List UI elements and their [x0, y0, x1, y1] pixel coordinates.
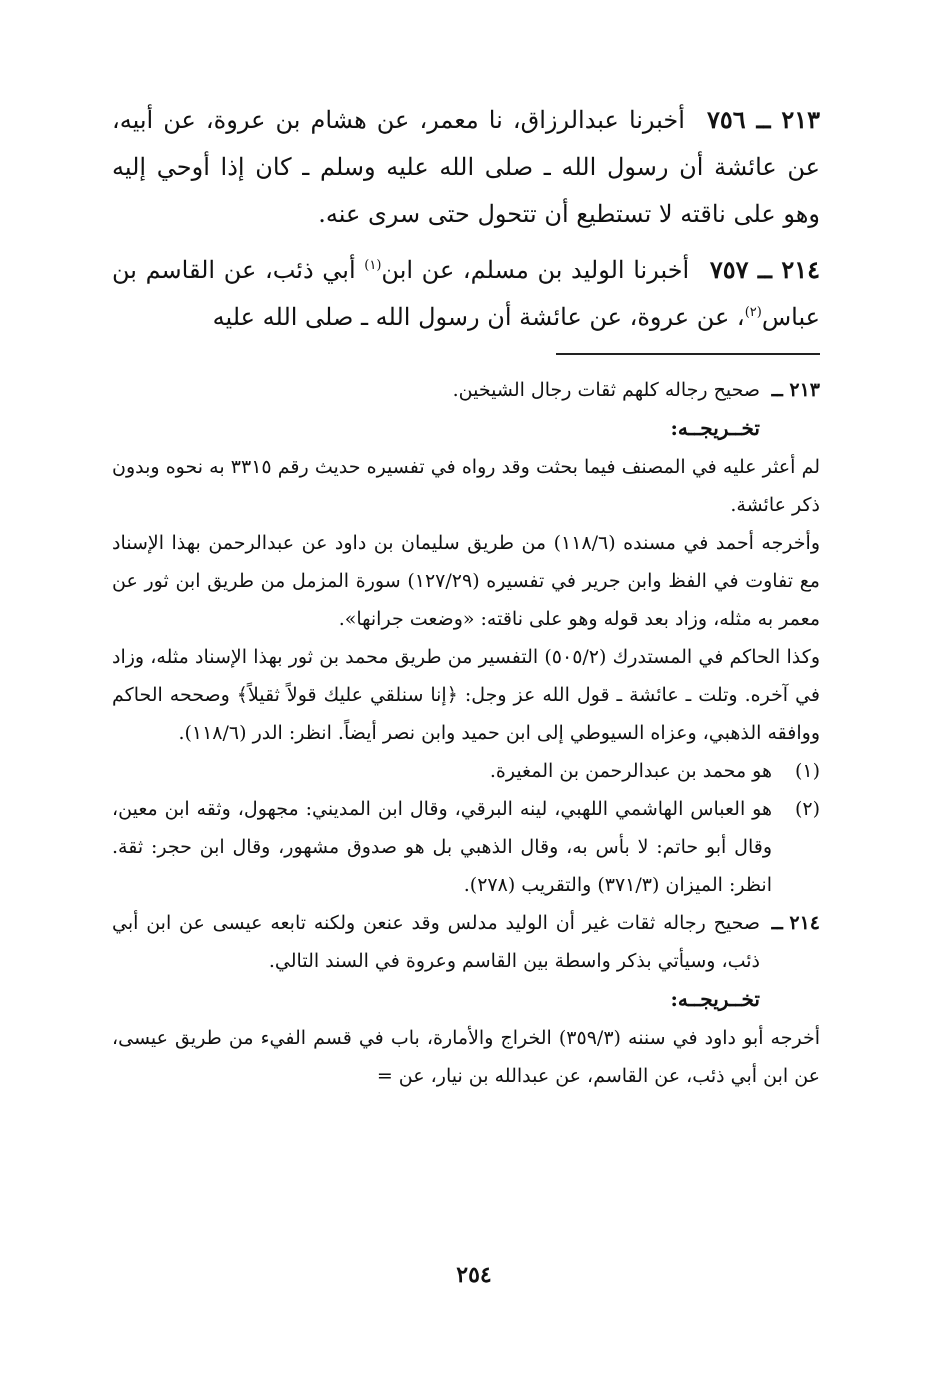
footnotes [112, 371, 820, 1095]
footnote-number: (١) [794, 760, 820, 782]
note-paragraph: لم أعثر عليه في المصنف فيما بحثت وقد رواه في تفسيره حديث رقم ٣٣١٥ به نحوه وبدون ذكر عائشة. [112, 456, 820, 516]
note-213-body [112, 409, 820, 448]
takhrij-heading: تخــريجــه: [670, 987, 760, 1011]
footnote-2 [112, 790, 820, 904]
main-text [112, 96, 820, 341]
note-paragraph: أخرجه أبو داود في سننه (٣٥٩/٣) الخراج والأمارة، باب في قسم الفيء من طريق عيسى، عن ابن أبي ذئب، عن القاسم، عن عبدالله بن نيار، عن = [112, 1027, 820, 1087]
note-number: ٢١٣ ــ [771, 379, 820, 401]
note-paragraph: وأخرجه أحمد في مسنده (١١٨/٦) من طريق سليمان بن داود عن عبدالرحمن بهذا الإسناد مع تفاوت في الفظ وابن جرير في تفسيره (١٢٧/٢٩) سورة المزمل من طريق ابن ثور عن معمر به مثله، وزاد بعد قوله وهو على ناقته: «وضعت جرانها». [112, 532, 820, 630]
footnote-divider [556, 353, 820, 355]
hadith-text: أخبرنا عبدالرزاق، نا معمر، عن هشام بن عروة، عن أبيه، عن عائشة أن رسول الله ـ صلى الله عليه وسلم ـ كان إذا أوحي إليه وهو على ناقته لا تستطيع أن تتحول حتى سرى عنه. [112, 106, 820, 228]
page-number: ٢٥٤ [456, 1262, 492, 1288]
hadith-number: ٢١٣ ــ ٧٥٦ [707, 105, 820, 134]
note-213 [112, 371, 820, 409]
footnote-ref: (٢) [744, 305, 762, 320]
hadith-text: أبي ذئب، عن القاسم بن عباس [112, 256, 820, 331]
hadith-number: ٢١٤ ــ ٧٥٧ [709, 255, 820, 284]
note-214-body [112, 980, 820, 1019]
footnote-text: هو العباس الهاشمي اللهبي، لينه البرقي، وقال ابن المديني: مجهول، وثقه ابن معين، وقال أبو حاتم: لا بأس به، وقال الذهبي بل هو صدوق مشهور، وقال ابن حجر: ثقة. انظر: الميزان (٣٧١/٣) والتقريب (٢٧٨). [112, 798, 772, 896]
hadith-213 [112, 96, 820, 238]
note-paragraph: وكذا الحاكم في المستدرك (٥٠٥/٢) التفسير من طريق محمد بن ثور بهذا الإسناد مثله، وزاد في آخره. وتلت ـ عائشة ـ قول الله عز وجل: ﴿إنا سنلقي عليك قولاً ثقيلاً﴾ وصححه الحاكم ووافقه الذهبي، وعزاه السيوطي إلى ابن حميد وابن نصر أيضاً. انظر: الدر (١١٨/٦). [112, 646, 820, 744]
page-content [112, 96, 820, 1095]
footnote-ref: (١) [364, 258, 382, 273]
footnote-1 [112, 752, 820, 790]
note-text: صحيح رجاله ثقات غير أن الوليد مدلس وقد عنعن ولكنه تابعه عيسى عن ابن أبي ذئب، وسيأتي بذكر واسطة بين القاسم وعروة في السند التالي. [112, 912, 760, 972]
note-number: ٢١٤ ــ [771, 912, 820, 934]
note-text: صحيح رجاله كلهم ثقات رجال الشيخين. [452, 379, 760, 401]
hadith-text: أخبرنا الوليد بن مسلم، عن ابن [381, 256, 690, 284]
hadith-text: ، عن عروة، عن عائشة أن رسول الله ـ صلى الله عليه [212, 303, 745, 331]
hadith-214 [112, 246, 820, 341]
note-214 [112, 904, 820, 980]
footnote-number: (٢) [794, 798, 820, 820]
takhrij-heading: تخــريجــه: [670, 416, 760, 440]
footnote-text: هو محمد بن عبدالرحمن بن المغيرة. [489, 760, 772, 782]
